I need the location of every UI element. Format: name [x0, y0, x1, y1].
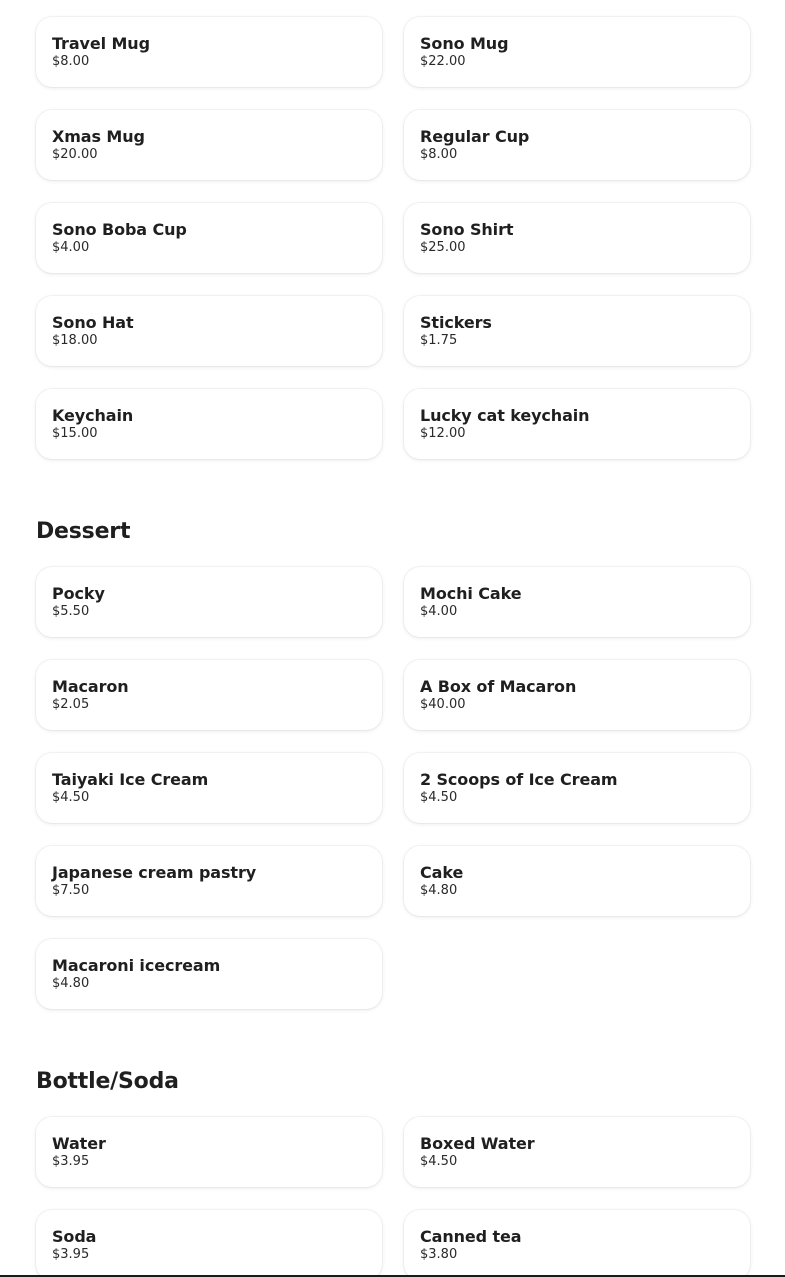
bottle-soda-item-grid	[36, 1117, 750, 1277]
menu-item-card[interactable]	[404, 753, 750, 823]
menu-item-card[interactable]	[404, 846, 750, 916]
item-price: $12.00	[420, 426, 466, 441]
item-name: Keychain	[52, 406, 134, 425]
menu-item-card[interactable]	[36, 1117, 382, 1187]
item-name: Travel Mug	[52, 34, 150, 53]
item-price: $22.00	[420, 54, 466, 69]
dessert-item-grid	[36, 567, 750, 1009]
item-name: Sono Shirt	[420, 220, 514, 239]
item-name: Macaron	[52, 677, 129, 696]
menu-item-card[interactable]	[404, 17, 750, 87]
item-price: $5.50	[52, 604, 90, 619]
menu-item-card[interactable]	[404, 1210, 750, 1277]
item-price: $4.50	[420, 790, 458, 805]
item-name: Sono Mug	[420, 34, 509, 53]
menu-item-card[interactable]	[36, 939, 382, 1009]
menu-content	[36, 17, 750, 1277]
item-name: Pocky	[52, 584, 105, 603]
item-name: Boxed Water	[420, 1134, 535, 1153]
item-name: 2 Scoops of Ice Cream	[420, 770, 618, 789]
item-name: Soda	[52, 1227, 97, 1246]
item-price: $8.00	[420, 147, 458, 162]
menu-item-card[interactable]	[36, 110, 382, 180]
item-name: Xmas Mug	[52, 127, 145, 146]
item-price: $3.80	[420, 1247, 458, 1262]
item-price: $20.00	[52, 147, 98, 162]
menu-item-card[interactable]	[36, 753, 382, 823]
item-price: $4.80	[420, 883, 458, 898]
item-price: $4.50	[52, 790, 90, 805]
menu-item-card[interactable]	[36, 296, 382, 366]
menu-item-card[interactable]	[404, 110, 750, 180]
section-title-dessert: Dessert	[36, 519, 131, 544]
menu-item-card[interactable]	[36, 567, 382, 637]
item-price: $4.50	[420, 1154, 458, 1169]
merch-item-grid	[36, 17, 750, 459]
item-price: $4.80	[52, 976, 90, 991]
item-price: $40.00	[420, 697, 466, 712]
menu-item-card[interactable]	[36, 660, 382, 730]
menu-item-card[interactable]	[36, 389, 382, 459]
menu-item-card[interactable]	[36, 17, 382, 87]
item-name: Regular Cup	[420, 127, 530, 146]
menu-item-card[interactable]	[404, 203, 750, 273]
section-title-bottle-soda: Bottle/Soda	[36, 1069, 179, 1094]
item-price: $3.95	[52, 1247, 90, 1262]
item-name: Lucky cat keychain	[420, 406, 590, 425]
dessert-section	[36, 519, 750, 1009]
menu-item-card[interactable]	[404, 389, 750, 459]
menu-item-card[interactable]	[36, 1210, 382, 1277]
item-name: Water	[52, 1134, 106, 1153]
item-price: $15.00	[52, 426, 98, 441]
item-name: Mochi Cake	[420, 584, 522, 603]
item-price: $7.50	[52, 883, 90, 898]
item-price: $4.00	[420, 604, 458, 619]
item-price: $1.75	[420, 333, 458, 348]
item-name: Sono Boba Cup	[52, 220, 187, 239]
item-price: $8.00	[52, 54, 90, 69]
item-price: $2.05	[52, 697, 90, 712]
menu-item-card[interactable]	[36, 846, 382, 916]
bottle-soda-section	[36, 1069, 750, 1277]
item-name: Sono Hat	[52, 313, 134, 332]
menu-item-card[interactable]	[404, 660, 750, 730]
item-price: $4.00	[52, 240, 90, 255]
item-name: Macaroni icecream	[52, 956, 221, 975]
item-name: A Box of Macaron	[420, 677, 577, 696]
item-price: $3.95	[52, 1154, 90, 1169]
item-name: Stickers	[420, 313, 492, 332]
menu-item-card[interactable]	[404, 1117, 750, 1187]
menu-item-card[interactable]	[404, 296, 750, 366]
menu-item-card[interactable]	[404, 567, 750, 637]
item-name: Taiyaki Ice Cream	[52, 770, 209, 789]
item-name: Japanese cream pastry	[52, 863, 257, 882]
menu-item-card[interactable]	[36, 203, 382, 273]
item-name: Canned tea	[420, 1227, 522, 1246]
item-price: $25.00	[420, 240, 466, 255]
item-name: Cake	[420, 863, 464, 882]
item-price: $18.00	[52, 333, 98, 348]
